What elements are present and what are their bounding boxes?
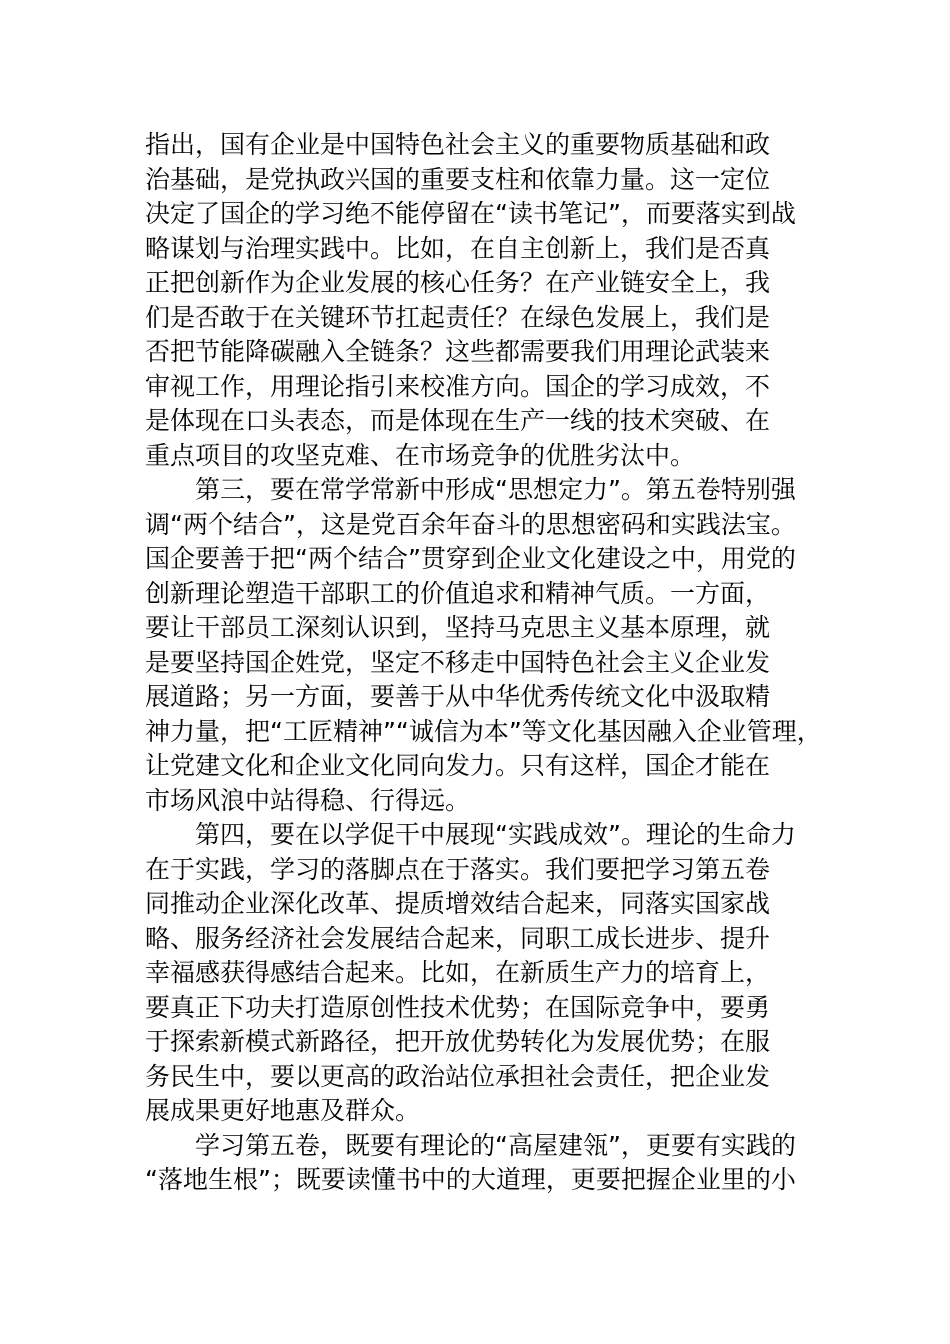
text-line: 第四，要在以学促干中展现“实践成效”。理论的生命力: [145, 820, 796, 849]
text-line: 神力量，把“工匠精神”“诚信为本”等文化基因融入企业管理，: [145, 716, 822, 746]
text-line: 们是否敢于在关键环节扛起责任？在绿色发展上，我们是: [145, 302, 771, 332]
text-line: 在于实践，学习的落脚点在于落实。我们要把学习第五卷: [145, 854, 771, 884]
text-line: 让党建文化和企业文化同向发力。只有这样，国企才能在: [145, 751, 771, 780]
text-line: 同推动企业深化改革、提质增效结合起来，同落实国家战: [145, 889, 771, 918]
text-line: 市场风浪中站得稳、行得远。: [145, 785, 471, 815]
text-line: 幸福感获得感结合起来。比如，在新质生产力的培育上，: [145, 958, 771, 987]
text-line: 重点项目的攻坚克难、在市场竞争的优胜劣汰中。: [145, 440, 696, 470]
text-line: “落地生根”；既要读懂书中的大道理，更要把握企业里的小: [145, 1165, 796, 1194]
text-line: 国企要善于把“两个结合”贯穿到企业文化建设之中，用党的: [145, 544, 796, 573]
text-line: 否把节能降碳融入全链条？这些都需要我们用理论武装来: [145, 337, 771, 366]
text-line: 要真正下功夫打造原创性技术优势；在国际竞争中，要勇: [145, 992, 771, 1022]
text-line: 第三，要在常学常新中形成“思想定力”。第五卷特别强: [145, 475, 796, 504]
text-line: 是体现在口头表态，而是体现在生产一线的技术突破、在: [145, 406, 771, 435]
text-line: 务民生中，要以更高的政治站位承担社会责任，把企业发: [145, 1061, 771, 1091]
text-line: 治基础，是党执政兴国的重要支柱和依靠力量。这一定位: [145, 164, 771, 194]
text-line: 要让干部员工深刻认识到，坚持马克思主义基本原理，就: [145, 613, 771, 642]
text-line: 正把创新作为企业发展的核心任务？在产业链安全上，我: [145, 268, 771, 297]
text-line: 审视工作，用理论指引来校准方向。国企的学习成效，不: [145, 371, 771, 401]
text-line: 展成果更好地惠及群众。: [145, 1096, 421, 1125]
text-line: 略、服务经济社会发展结合起来，同职工成长进步、提升: [145, 923, 771, 953]
text-line: 学习第五卷，既要有理论的“高屋建瓴”，更要有实践的: [145, 1130, 796, 1160]
body-text: [145, 128, 822, 1198]
text-line: 于探索新模式新路径，把开放优势转化为发展优势；在服: [145, 1027, 771, 1056]
text-line: 调“两个结合”，这是党百余年奋斗的思想密码和实践法宝。: [145, 509, 796, 539]
text-line: 决定了国企的学习绝不能停留在“读书笔记”，而要落实到战: [145, 199, 796, 228]
text-line: 略谋划与治理实践中。比如，在自主创新上，我们是否真: [145, 233, 771, 263]
text-line: 是要坚持国企姓党，坚定不移走中国特色社会主义企业发: [145, 647, 771, 677]
text-line: 展道路；另一方面，要善于从中华优秀传统文化中汲取精: [145, 682, 771, 711]
text-line: 创新理论塑造干部职工的价值追求和精神气质。一方面，: [145, 578, 771, 608]
text-line: 指出，国有企业是中国特色社会主义的重要物质基础和政: [145, 130, 771, 159]
